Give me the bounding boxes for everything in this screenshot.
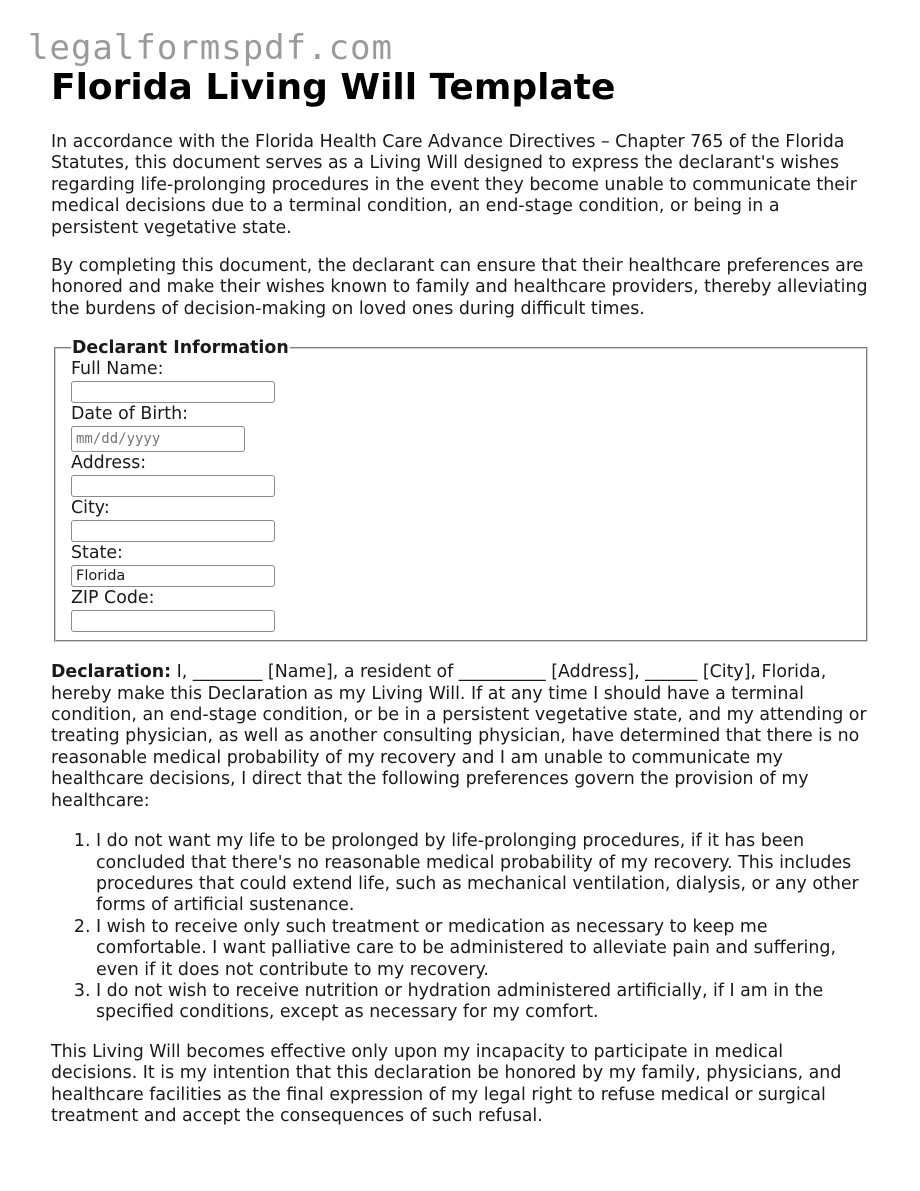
address-label: Address: — [71, 453, 147, 474]
declarant-information-fieldset — [54, 338, 868, 642]
page-title: Florida Living Will Template — [51, 67, 616, 108]
zip-code-input[interactable] — [71, 610, 275, 632]
state-input[interactable] — [71, 565, 275, 587]
declaration-lead: Declaration: — [51, 662, 172, 683]
declaration-paragraph — [51, 662, 871, 812]
state-label: State: — [71, 543, 123, 564]
address-input[interactable] — [71, 475, 275, 497]
intro-paragraph-2: By completing this document, the declarant can ensure that their healthcare preferences are honored and make their wishes known to family and healthcare providers, thereby alleviating the burdens of decision-making on loved ones during difficult times. — [51, 256, 868, 319]
site-watermark: legalformspdf.com — [28, 28, 393, 68]
fieldset-legend: Declarant Information — [72, 338, 289, 359]
city-input[interactable] — [71, 520, 275, 542]
document-body — [51, 66, 871, 1127]
preferences-list — [51, 831, 871, 1024]
date-of-birth-label: Date of Birth: — [71, 404, 188, 425]
full-name-label: Full Name: — [71, 359, 164, 380]
intro-paragraph-1: In accordance with the Florida Health Care Advance Directives – Chapter 765 of the Florida Statutes, this document serves as a Living Will designed to express the declarant's wishes regarding life-prolonging procedures in the event they become unable to communicate their medical decisions due to a terminal condition, an end-stage condition, or being in a persistent vegetative state. — [51, 132, 857, 238]
closing-paragraph: This Living Will becomes effective only upon my incapacity to participate in medical decisions. It is my intention that this declaration be honored by my family, physicians, and healthcare facilities as the final expression of my legal right to refuse medical or surgical treatment and accept the consequences of such refusal. — [51, 1041, 842, 1126]
list-item: 3. I do not wish to receive nutrition or hydration administered artificially, if I am in the specified conditions, except as necessary for my comfort. — [96, 981, 871, 1024]
list-item: 2. I wish to receive only such treatment or medication as necessary to keep me comfortable. I want palliative care to be administered to alleviate pain and suffering, even if it does not contribute to my recovery. — [96, 917, 871, 981]
full-name-input[interactable] — [71, 381, 275, 403]
city-label: City: — [71, 498, 110, 519]
declaration-text: I, ________ [Name], a resident of __________ [Address], ______ [City], Florida, hereby make this Declaration as my Living Will. If at any time I should have a terminal condition, an end-stage condition, or be in a persistent vegetative state, and my attending or treating physician, as well as another consulting physician, have determined that there is no reasonable medical probability of my recovery and I am unable to communicate my healthcare decisions, I direct that the following preferences govern the provision of my healthcare: — [51, 662, 867, 811]
zip-code-label: ZIP Code: — [71, 588, 155, 609]
list-item: 1. I do not want my life to be prolonged by life-prolonging procedures, if it has been concluded that there's no reasonable medical probability of my recovery. This includes procedures that could extend life, such as mechanical ventilation, dialysis, or any other forms of artificial sustenance. — [96, 831, 871, 917]
date-of-birth-input[interactable] — [71, 426, 245, 452]
